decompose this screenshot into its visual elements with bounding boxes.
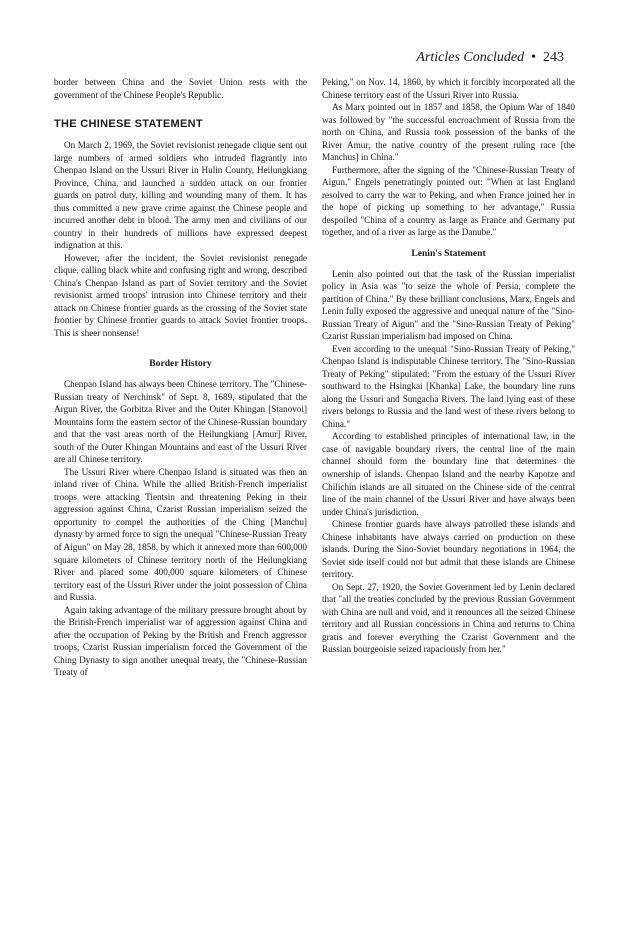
body-paragraph: Chinese frontier guards have always patrolled these islands and Chinese inhabitants have always carried on production on these islands. During the Sino-Soviet boundary negotiations in 1964, the Soviet side itself could not but admit that these islands are Chinese territory. <box>322 519 575 580</box>
right-column <box>322 76 575 656</box>
body-paragraph: Furthermore, after the signing of the "Chinese-Russian Treaty of Aigun," Engels penetratingly pointed out: "When at last England resolved to carry the war to Peking, and when France joined her in the hope of picking up something to her advantage," Russia despoiled "China of a country as large as France and Germany put together, and of a river as large as the Danube." <box>322 164 575 238</box>
body-paragraph: On March 2, 1969, the Soviet revisionist renegade clique sent out large numbers of armed soldiers who intruded flagrantly into Chenpao Island on the Ussuri River in Hulin County, Heilungkiang Province, China, and launched a sudden attack on our frontier guards on patrol duty, killing and wounding many of them. It has thus committed a new grave crime against the Chinese people and incurred another debt in blood. The army men and civilians of our country in their hundreds of millions have expressed deepest indignation at this. <box>54 139 307 251</box>
header-separator: • <box>531 50 536 65</box>
body-paragraph: The Ussuri River where Chenpao Island is situated was then an inland river of China. While the allied British-French imperialist troops were attacking Tientsin and threatening Peking in their aggression against China, Czarist Russian imperialism seized the opportunity to compel the authorities of the Ching [Manchu] dynasty by armed force to sign the unequal "Chinese-Russian Treaty of Aigun" on May 28, 1858, by which it annexed more than 600,000 square kilometers of Chinese territory north of the Heilungkiang River and placed some 400,000 square kilometers of Chinese territory east of the Ussuri River under the joint possession of China and Russia. <box>54 466 307 603</box>
body-paragraph: Peking," on Nov. 14, 1860, by which it forcibly incorporated all the Chinese territory east of the Ussuri River into Russia. <box>322 77 575 100</box>
chinese-statement-heading: THE CHINESE STATEMENT <box>54 118 203 131</box>
body-paragraph: According to established principles of international law, in the case of navigable boundary rivers, the central line of the main channel should form the boundary line that determines the ownership of islands. Chenpao Island and the nearby Kapotze and Chilichin islands are all situated on the Chinese side of the central line of the main channel of the Ussuri River and have always been under China's jurisdiction. <box>322 431 575 517</box>
body-paragraph: On Sept. 27, 1920, the Soviet Government led by Lenin declared that "all the treaties concluded by the previous Russian Government with China are null and void, and it renounces all the seized Chinese territory and all Russian concessions in China and returns to China gratis and forever everything the Czarist Government and the Russian bourgeoisie seized rapaciously from her." <box>322 581 575 655</box>
page-number: 243 <box>543 50 564 65</box>
left-column <box>54 76 307 679</box>
intro-paragraph: border between China and the Soviet Union rests with the government of the Chinese People's Republic. <box>54 77 307 100</box>
running-header <box>416 50 564 66</box>
body-paragraph: Even according to the unequal "Sino-Russian Treaty of Peking," Chenpao Island is indisputable Chinese territory. The "Sino-Russian Treaty of Peking" stipulated: "From the estuary of the Ussuri River southward to the Hsingkai [Khanka] Lake, the boundary line runs along the Ussuri and Sungacha Rivers. The land lying east of these rivers belongs to Russia and the land west of these rivers belong to China." <box>322 343 575 429</box>
body-paragraph: Again taking advantage of the military pressure brought about by the British-French imperialist war of aggression against China and after the occupation of Peking by the British and French aggressor troops, Czarist Russian imperialism forced the Government of the Ching Dynasty to sign another unequal treaty, the "Chinese-Russian Treaty of <box>54 604 307 678</box>
body-paragraph: Lenin also pointed out that the task of the Russian imperialist policy in Asia was "to seize the whole of Persia, complete the partition of China." By these brilliant conclusions, Marx, Engels and Lenin fully exposed the aggressive and unequal nature of the "Sino-Russian Treaty of Aigun" and the "Sino-Russian Treaty of Peking" Czarist Russian imperialism had imposed on China. <box>322 268 575 342</box>
section-title: Articles Concluded <box>416 50 525 65</box>
lenins-statement-heading: Lenin's Statement <box>411 247 486 259</box>
border-history-heading: Border History <box>149 358 212 370</box>
body-paragraph: Chenpao Island has always been Chinese territory. The "Chinese-Russian treaty of Nerchinsk" of Sept. 8, 1689, stipulated that the Argun River, the Gorbitza River and the Outer Khingan [Stanovoi] Mountains form the eastern sector of the Chinese-Russian boundary and that the vast areas north of the Heilungkiang [Amur] River, south of the Outer Khingan Mountains and east of the Ussuri River are all Chinese territory. <box>54 379 307 465</box>
body-paragraph: As Marx pointed out in 1857 and 1858, the Opium War of 1840 was followed by "the successful encroachment of Russia from the north on China, and Russia took possession of the banks of the River Amur, the native country of the present ruling race [the Manchus] in China." <box>322 102 575 163</box>
body-paragraph: However, after the incident, the Soviet revisionist renegade clique, calling black white and confusing right and wrong, described China's Chenpao Island as part of Soviet territory and the Soviet revisionist armed troops' intrusion into Chinese territory and their attack on Chinese frontier guards as the crossing of the Soviet state frontier by Chinese frontier guards to attack Soviet frontier troops. This is sheer nonsense! <box>54 252 307 338</box>
